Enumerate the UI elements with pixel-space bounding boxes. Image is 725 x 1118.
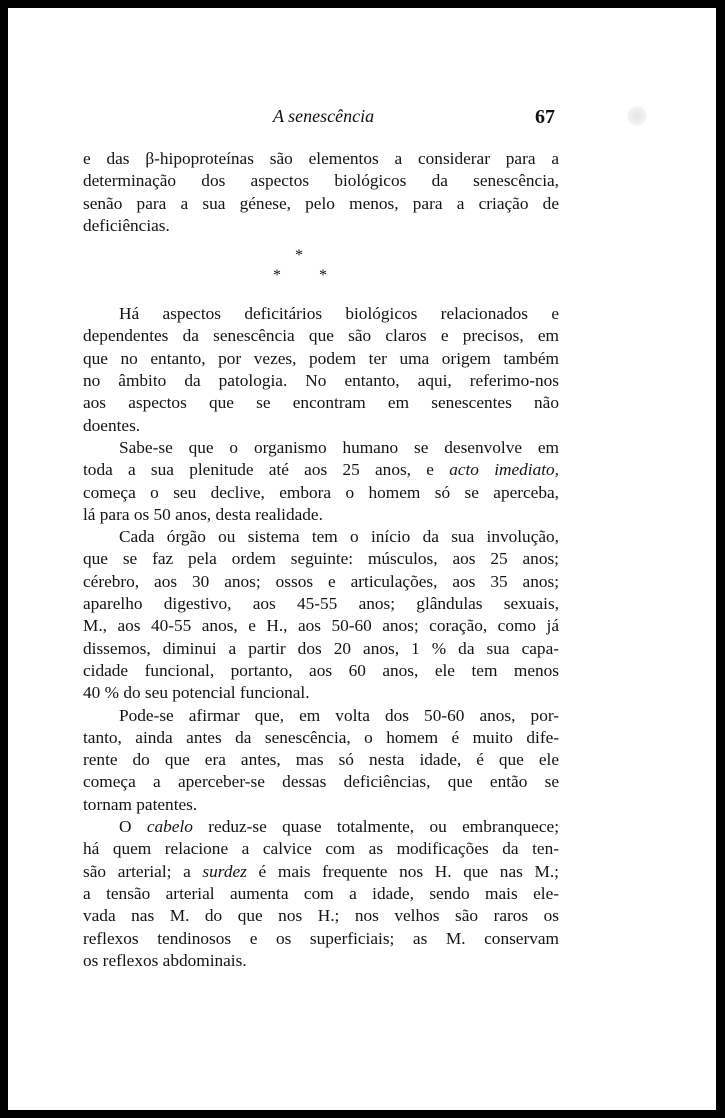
section-separator xyxy=(83,243,559,299)
text-line: e das β-hipoproteínas são elementos a considerar para a xyxy=(83,149,559,168)
text-segment: é mais frequente nos H. que nas M.; xyxy=(246,861,559,881)
text-segment: são arterial; a xyxy=(83,861,203,881)
text-line: doentes. xyxy=(83,415,141,435)
italic-term: surdez xyxy=(202,861,247,881)
book-page xyxy=(8,8,716,1110)
body-text xyxy=(83,148,559,972)
running-header-title: A senescência xyxy=(273,106,375,126)
paragraph xyxy=(83,148,559,237)
text-line: aos aspectos que se encontram em senescentes não xyxy=(83,393,559,413)
paragraph xyxy=(83,816,559,972)
text-line: rente do que era antes, mas só nesta idade, é que ele xyxy=(83,750,559,770)
text-line: lá para os 50 anos, desta realidade. xyxy=(83,504,323,524)
text-line: dissemos, diminui a partir dos 20 anos, 1 % da sua capa- xyxy=(83,638,559,658)
text-line: que se faz pela ordem seguinte: músculos, aos 25 anos; xyxy=(83,549,559,569)
italic-term: cabelo xyxy=(146,817,193,837)
text-line: dependentes da senescência que são claros e precisos, em xyxy=(83,326,559,346)
text-line: reflexos tendinosos e os superficiais; as M. conservam xyxy=(83,928,559,948)
text-segment: reduz-se quase totalmente, ou embranquece; xyxy=(192,817,559,837)
text-line: deficiências. xyxy=(83,215,170,235)
text-line: que no entanto, por vezes, podem ter uma origem também xyxy=(83,348,559,368)
text-line: 40 % do seu potencial funcional. xyxy=(83,683,310,703)
text-line: tanto, ainda antes da senescência, o homem é muito dife- xyxy=(83,727,559,747)
text-line xyxy=(83,861,559,883)
print-smudge xyxy=(627,106,647,126)
italic-term: acto imediato, xyxy=(449,460,559,480)
page-number: 67 xyxy=(535,106,555,128)
text-line: Cada órgão ou sistema tem o início da sua involução, xyxy=(119,527,559,547)
separator-asterisk: * xyxy=(295,247,303,265)
text-line: cérebro, aos 30 anos; ossos e articulações, aos 35 anos; xyxy=(83,571,559,591)
paragraph xyxy=(83,526,559,704)
text-line: os reflexos abdominais. xyxy=(83,950,247,970)
text-line: cidade funcional, portanto, aos 60 anos, ele tem menos xyxy=(83,660,559,680)
paragraph xyxy=(83,303,559,437)
paragraph xyxy=(83,705,559,816)
text-line: M., aos 40-55 anos, e H., aos 50-60 anos; coração, como já xyxy=(83,616,559,636)
text-line: no âmbito da patologia. No entanto, aqui, referimo-nos xyxy=(83,371,559,391)
paragraph xyxy=(83,437,559,526)
text-line: vada nas M. do que nos H.; nos velhos são raros os xyxy=(83,906,559,926)
separator-asterisk: * xyxy=(319,267,327,285)
text-line: começa a aperceber-se dessas deficiências, que então se xyxy=(83,772,559,792)
text-segment: toda a sua plenitude até aos 25 anos, e xyxy=(83,460,450,480)
text-line: Pode-se afirmar que, em volta dos 50-60 anos, por- xyxy=(119,705,559,725)
text-line: há quem relacione a calvice com as modificações da ten- xyxy=(83,839,559,859)
text-line: Há aspectos deficitários biológicos relacionados e xyxy=(119,304,559,324)
text-line: senão para a sua génese, pelo menos, para a criação de xyxy=(83,193,559,213)
separator-asterisk: * xyxy=(273,267,281,285)
text-line xyxy=(83,816,559,838)
text-line: tornam patentes. xyxy=(83,794,198,814)
text-line xyxy=(83,459,559,481)
text-line: Sabe-se que o organismo humano se desenvolve em xyxy=(119,437,559,457)
text-line: a tensão arterial aumenta com a idade, sendo mais ele- xyxy=(83,883,559,903)
text-line: determinação dos aspectos biológicos da senescência, xyxy=(83,171,559,191)
text-line: começa o seu declive, embora o homem só se aperceba, xyxy=(83,482,559,502)
text-line: aparelho digestivo, aos 45-55 anos; glândulas sexuais, xyxy=(83,594,559,614)
text-segment: O xyxy=(119,817,147,837)
